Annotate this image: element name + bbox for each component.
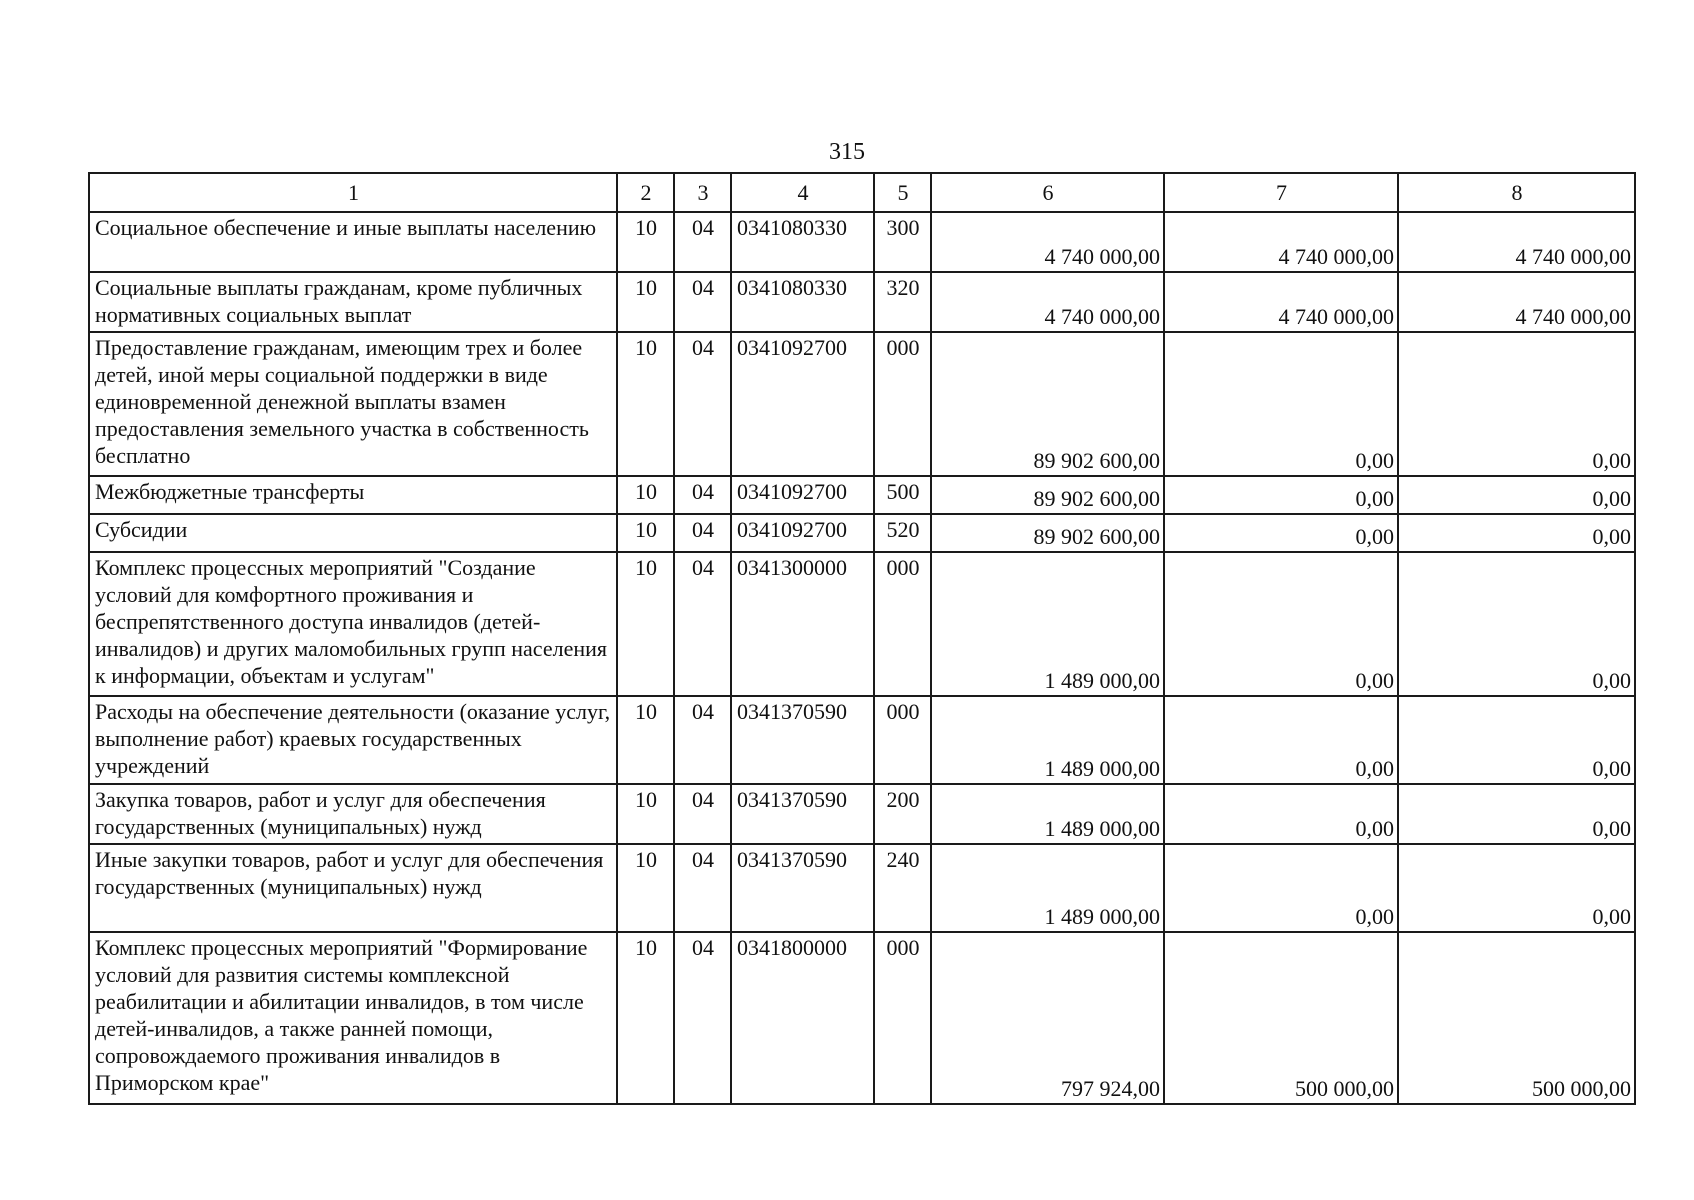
target-article-code: 0341370590 [731,784,874,844]
amount-col-8: 4 740 000,00 [1398,272,1635,332]
amount-col-8: 0,00 [1398,696,1635,784]
amount-col-7: 4 740 000,00 [1164,212,1398,272]
table-row [89,332,1635,476]
subsection-code: 04 [674,552,731,696]
row-name: Социальное обеспечение и иные выплаты населению [89,212,617,272]
amount-col-7: 0,00 [1164,476,1398,514]
subsection-code: 04 [674,932,731,1104]
column-header: 3 [674,173,731,212]
table-row [89,514,1635,552]
row-name: Закупка товаров, работ и услуг для обеспечения государственных (муниципальных) нужд [89,784,617,844]
section-code: 10 [617,696,674,784]
budget-table [88,172,1636,1105]
expense-type-code: 200 [874,784,931,844]
expense-type-code: 000 [874,932,931,1104]
row-name: Комплекс процессных мероприятий "Формирование условий для развития системы комплексной реабилитации и абилитации инвалидов, в том числе детей-инвалидов, а также ранней помощи, сопровождаемого проживания инвалидов в Приморском крае" [89,932,617,1104]
target-article-code: 0341080330 [731,212,874,272]
target-article-code: 0341800000 [731,932,874,1104]
amount-col-6: 4 740 000,00 [931,272,1164,332]
row-name: Предоставление гражданам, имеющим трех и более детей, иной меры социальной поддержки в виде единовременной денежной выплаты взамен предоставления земельного участка в собственность бесплатно [89,332,617,476]
expense-type-code: 500 [874,476,931,514]
table-row [89,212,1635,272]
target-article-code: 0341092700 [731,476,874,514]
section-code: 10 [617,844,674,932]
amount-col-7: 0,00 [1164,552,1398,696]
amount-col-7: 0,00 [1164,844,1398,932]
amount-col-6: 1 489 000,00 [931,696,1164,784]
section-code: 10 [617,552,674,696]
row-name: Иные закупки товаров, работ и услуг для обеспечения государственных (муниципальных) нужд [89,844,617,932]
table-header-row [89,173,1635,212]
target-article-code: 0341370590 [731,696,874,784]
amount-col-6: 1 489 000,00 [931,784,1164,844]
subsection-code: 04 [674,332,731,476]
subsection-code: 04 [674,784,731,844]
column-header: 1 [89,173,617,212]
section-code: 10 [617,212,674,272]
amount-col-7: 0,00 [1164,784,1398,844]
expense-type-code: 000 [874,332,931,476]
subsection-code: 04 [674,212,731,272]
section-code: 10 [617,476,674,514]
target-article-code: 0341080330 [731,272,874,332]
table-row [89,476,1635,514]
amount-col-7: 0,00 [1164,514,1398,552]
amount-col-7: 4 740 000,00 [1164,272,1398,332]
amount-col-6: 797 924,00 [931,932,1164,1104]
amount-col-8: 0,00 [1398,844,1635,932]
row-name: Субсидии [89,514,617,552]
expense-type-code: 000 [874,696,931,784]
table-row [89,844,1635,932]
subsection-code: 04 [674,696,731,784]
column-header: 7 [1164,173,1398,212]
table-row [89,272,1635,332]
table-row [89,784,1635,844]
page-number: 315 [829,139,865,165]
table-row [89,552,1635,696]
amount-col-7: 0,00 [1164,332,1398,476]
amount-col-8: 0,00 [1398,476,1635,514]
column-header: 2 [617,173,674,212]
table-row [89,932,1635,1104]
row-name: Социальные выплаты гражданам, кроме публичных нормативных социальных выплат [89,272,617,332]
amount-col-6: 89 902 600,00 [931,332,1164,476]
section-code: 10 [617,272,674,332]
expense-type-code: 320 [874,272,931,332]
amount-col-8: 500 000,00 [1398,932,1635,1104]
subsection-code: 04 [674,272,731,332]
amount-col-6: 1 489 000,00 [931,844,1164,932]
row-name: Комплекс процессных мероприятий "Создание условий для комфортного проживания и беспрепятственного доступа инвалидов (детей-инвалидов) и других маломобильных групп населения к информации, объектам и услугам" [89,552,617,696]
section-code: 10 [617,332,674,476]
section-code: 10 [617,932,674,1104]
amount-col-8: 0,00 [1398,552,1635,696]
amount-col-8: 0,00 [1398,784,1635,844]
section-code: 10 [617,514,674,552]
amount-col-6: 4 740 000,00 [931,212,1164,272]
column-header: 8 [1398,173,1635,212]
amount-col-7: 0,00 [1164,696,1398,784]
amount-col-8: 4 740 000,00 [1398,212,1635,272]
table-row [89,696,1635,784]
expense-type-code: 300 [874,212,931,272]
amount-col-6: 1 489 000,00 [931,552,1164,696]
subsection-code: 04 [674,514,731,552]
expense-type-code: 000 [874,552,931,696]
amount-col-6: 89 902 600,00 [931,476,1164,514]
expense-type-code: 520 [874,514,931,552]
amount-col-8: 0,00 [1398,332,1635,476]
expense-type-code: 240 [874,844,931,932]
subsection-code: 04 [674,844,731,932]
row-name: Межбюджетные трансферты [89,476,617,514]
target-article-code: 0341092700 [731,514,874,552]
column-header: 6 [931,173,1164,212]
target-article-code: 0341092700 [731,332,874,476]
target-article-code: 0341300000 [731,552,874,696]
target-article-code: 0341370590 [731,844,874,932]
amount-col-6: 89 902 600,00 [931,514,1164,552]
row-name: Расходы на обеспечение деятельности (оказание услуг, выполнение работ) краевых государственных учреждений [89,696,617,784]
column-header: 5 [874,173,931,212]
amount-col-7: 500 000,00 [1164,932,1398,1104]
column-header: 4 [731,173,874,212]
amount-col-8: 0,00 [1398,514,1635,552]
subsection-code: 04 [674,476,731,514]
section-code: 10 [617,784,674,844]
